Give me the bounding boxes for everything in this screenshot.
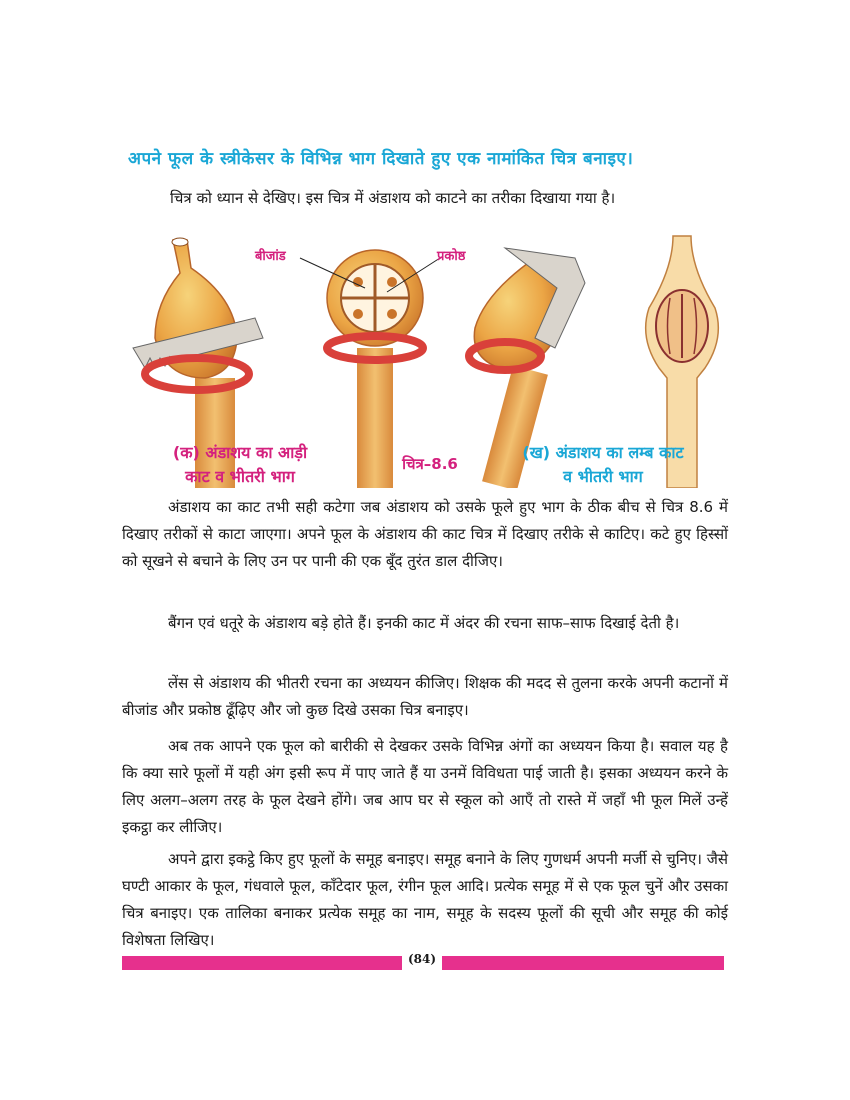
- paragraph: लेंस से अंडाशय की भीतरी रचना का अध्ययन कीजिए। शिक्षक की मदद से तुलना करके अपनी कटानों में बीजांड और प्रकोष्ठ ढूँढ़िए और जो कुछ दिखे उसका चित्र बनाइए।: [122, 674, 728, 719]
- footer-bar-right: [442, 956, 724, 970]
- caption-transverse-line1: (क) अंडाशय का आड़ी: [172, 443, 308, 462]
- caption-longitudinal-line1: (ख) अंडाशय का लम्ब काट: [522, 443, 684, 462]
- footer-bar-left: [122, 956, 402, 970]
- figure-number: चित्र–8.6: [402, 455, 458, 473]
- label-locule: प्रकोष्ठ: [437, 249, 466, 264]
- caption-transverse: [140, 441, 340, 489]
- paragraph: अंडाशय का काट तभी सही कटेगा जब अंडाशय को उसके फूले हुए भाग के ठीक बीच से चित्र 8.6 में दिखाए तरीकों से काटा जाएगा। अपने फूल के अंडाशय की काट चित्र में दिखाए तरीके से काटिए। कटे हुए हिस्सों को सूखने से बचाने के लिए उन पर पानी की एक बूँद तुरंत डाल दीजिए।: [122, 498, 728, 570]
- paragraph: अपने द्वारा इकट्ठे किए हुए फूलों के समूह बनाइए। समूह बनाने के लिए गुणधर्म अपनी मर्जी से चुनिए। जैसे घण्टी आकार के फूल, गंधवाले फूल, काँटेदार फूल, रंगीन फूल आदि। प्रत्येक समूह में से एक फूल चुनें और उसका चित्र बनाइए। एक तालिका बनाकर प्रत्येक समूह का नाम, समूह के सदस्य फूलों की सूची और समूह की कोई विशेषता लिखिए।: [122, 850, 729, 949]
- caption-longitudinal-line2: व भीतरी भाग: [563, 467, 643, 486]
- caption-longitudinal: [478, 441, 728, 489]
- section-heading: अपने फूल के स्त्रीकेसर के विभिन्न भाग दिखाते हुए एक नामांकित चित्र बनाइए।: [128, 149, 634, 169]
- page-number: (84): [407, 952, 437, 966]
- paragraph: अब तक आपने एक फूल को बारीकी से देखकर उसके विभिन्न अंगों का अध्ययन किया है। सवाल यह है कि क्या सारे फूलों में यही अंग इसी रूप में पाए जाते हैं या उनमें विविधता पाई जाती है। इसका अध्ययन करने के लिए अलग–अलग तरह के फूल देखने होंगे। जब आप घर से स्कूल को आएँ तो रास्ते में जहाँ भी फूल मिलें उन्हें इकट्ठा कर लीजिए।: [122, 737, 728, 836]
- caption-transverse-line2: काट व भीतरी भाग: [185, 467, 295, 486]
- label-ovule: बीजांड: [255, 249, 286, 264]
- paragraph: बैंगन एवं धतूरे के अंडाशय बड़े होते हैं। इनकी काट में अंदर की रचना साफ–साफ दिखाई देती है।: [168, 614, 680, 632]
- intro-text: चित्र को ध्यान से देखिए। इस चित्र में अंडाशय को काटने का तरीका दिखाया गया है।: [170, 189, 616, 207]
